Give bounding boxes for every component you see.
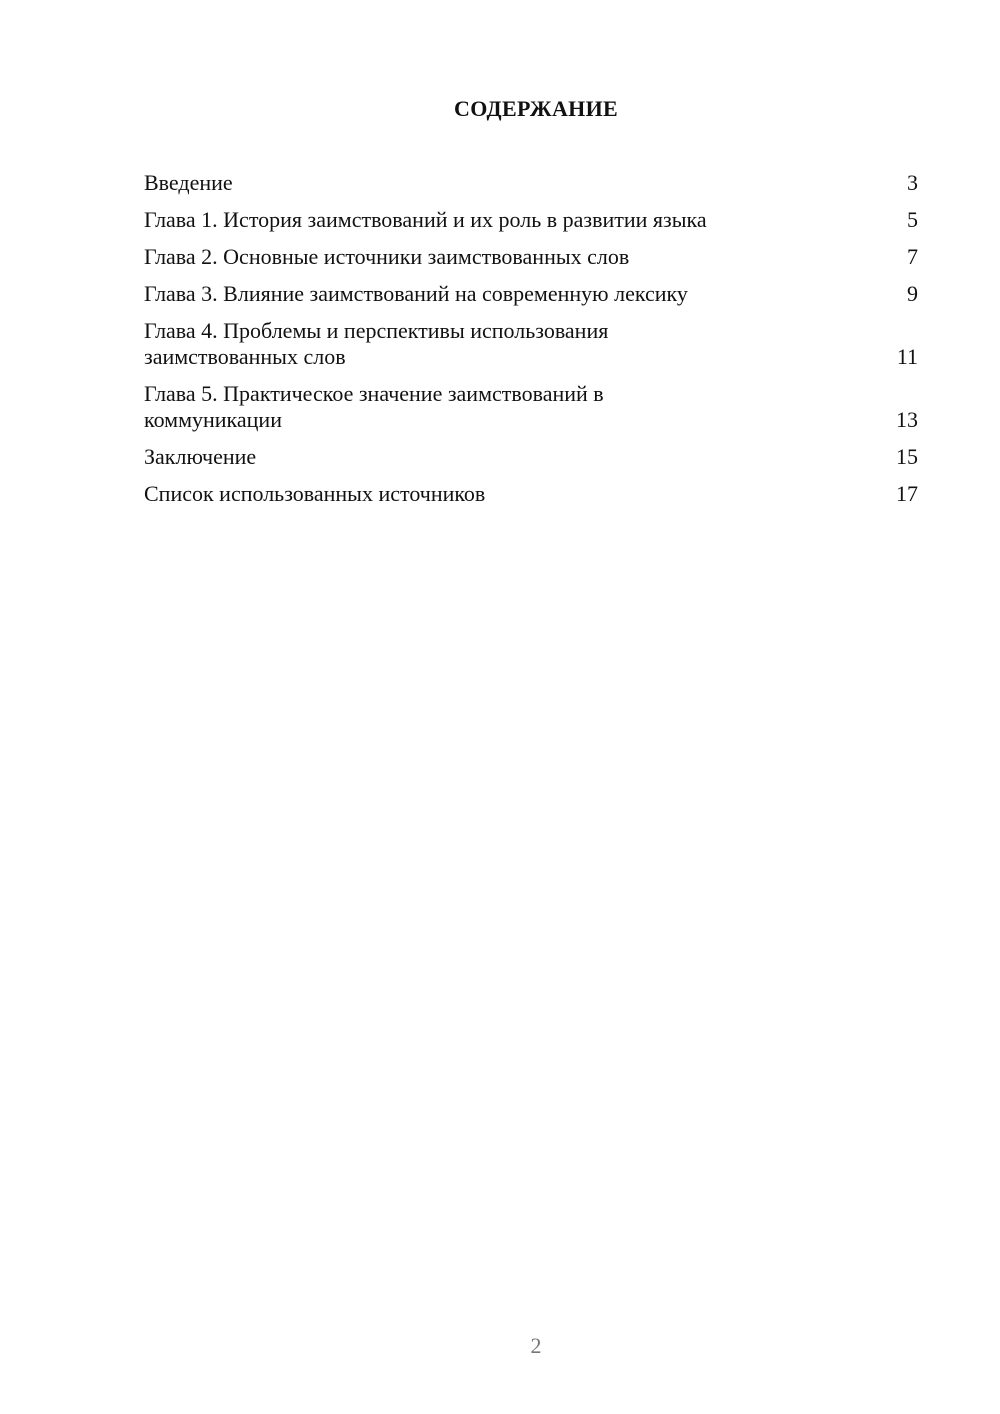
toc-entry-title: Глава 3. Влияние заимствований на современную лексику bbox=[144, 281, 688, 306]
toc-entry-page: 7 bbox=[907, 244, 918, 269]
toc-entry-page: 3 bbox=[907, 170, 918, 195]
toc-entry-page: 17 bbox=[896, 481, 918, 506]
toc-entry-title: Глава 2. Основные источники заимствованных слов bbox=[144, 244, 630, 269]
toc-entry-title: Глава 4. Проблемы и перспективы использования заимствованных слов bbox=[144, 318, 609, 369]
toc-entry-page: 13 bbox=[896, 407, 918, 432]
toc-entry-title: Заключение bbox=[144, 444, 257, 469]
toc-entry-page: 15 bbox=[896, 444, 918, 469]
toc-entry-title: Список использованных источников bbox=[144, 481, 486, 506]
toc-entry-references bbox=[144, 481, 918, 507]
toc-entry-chapter-3 bbox=[144, 281, 918, 307]
toc-entry-conclusion bbox=[144, 444, 918, 470]
toc-entry-title: Глава 1. История заимствований и их роль в развитии языка bbox=[144, 207, 707, 232]
table-of-contents bbox=[144, 170, 918, 518]
toc-entry-page: 11 bbox=[896, 344, 918, 369]
toc-entry-chapter-1 bbox=[144, 207, 918, 233]
toc-entry-chapter-2 bbox=[144, 244, 918, 270]
toc-entry-page: 9 bbox=[907, 281, 918, 306]
toc-entry-chapter-4 bbox=[144, 318, 918, 370]
toc-entry-introduction bbox=[144, 170, 918, 196]
toc-entry-chapter-5 bbox=[144, 381, 918, 433]
toc-heading: СОДЕРЖАНИЕ bbox=[454, 96, 618, 121]
toc-entry-page: 5 bbox=[907, 207, 918, 232]
toc-entry-title: Введение bbox=[144, 170, 233, 195]
page-number: 2 bbox=[530, 1333, 542, 1358]
toc-entry-title: Глава 5. Практическое значение заимствований в коммуникации bbox=[144, 381, 604, 432]
